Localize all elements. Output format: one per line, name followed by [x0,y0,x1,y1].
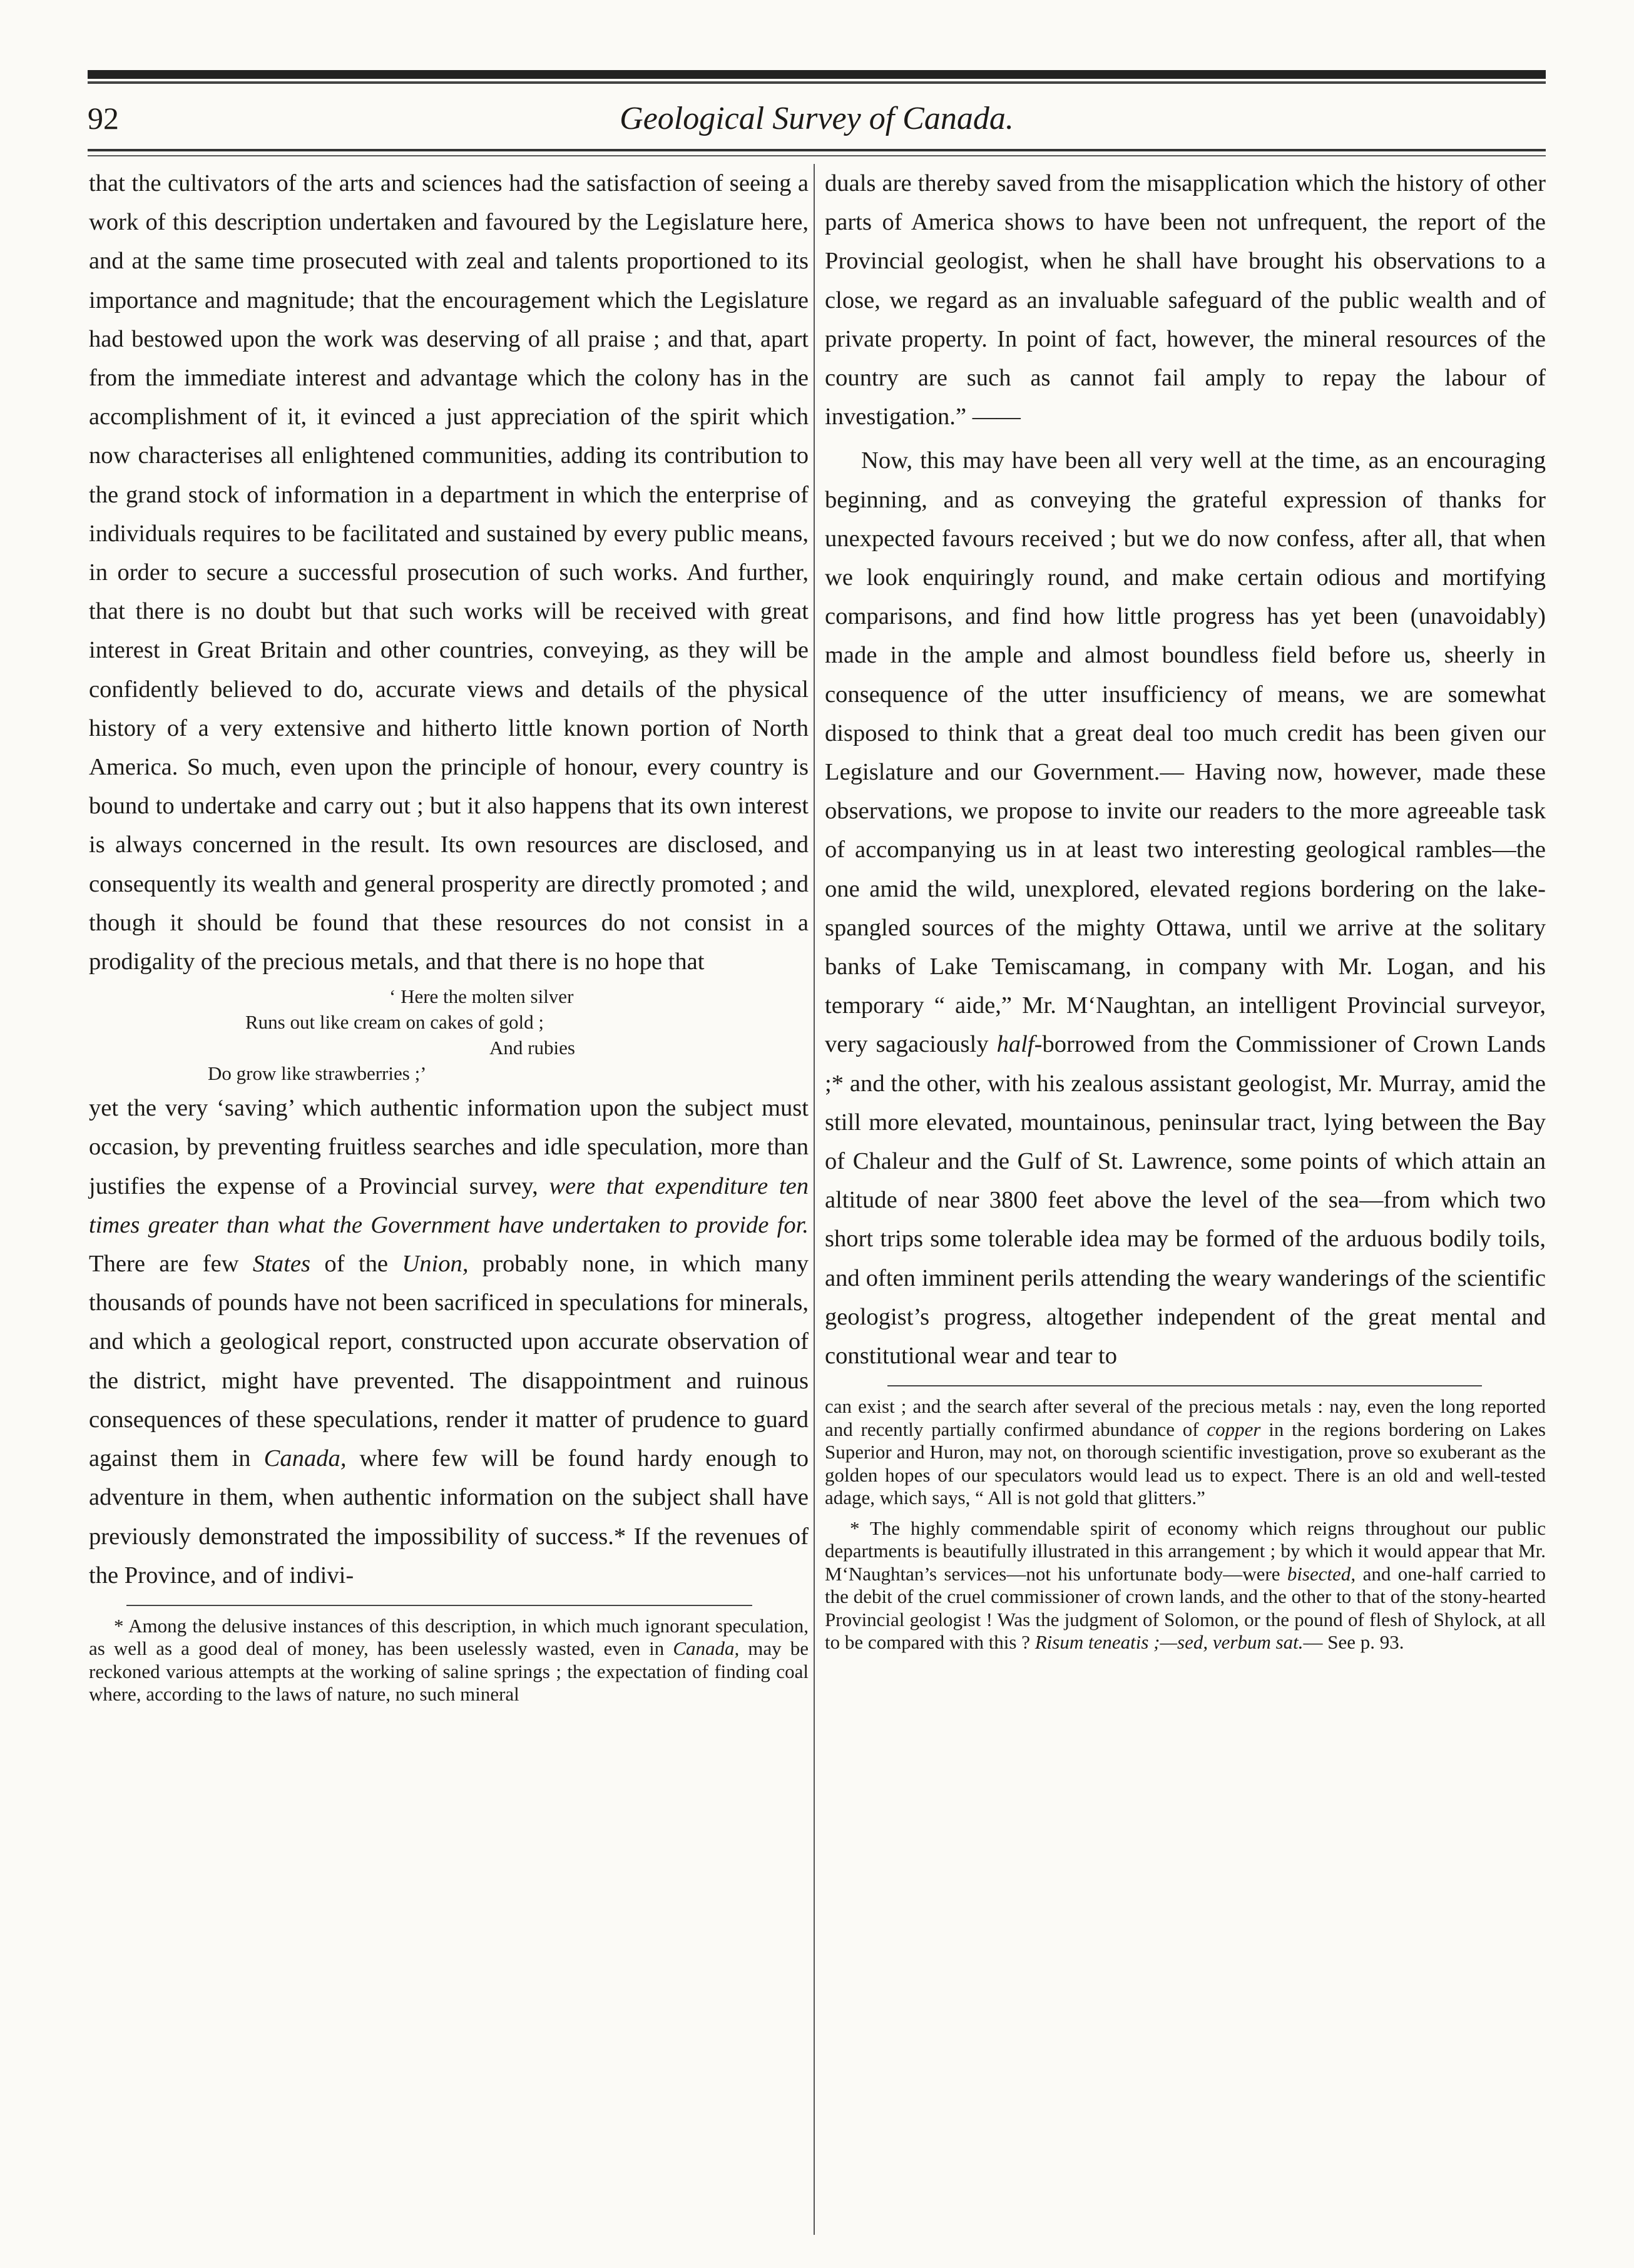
top-border-rule-thin [88,81,1546,84]
footnote: * The highly commendable spirit of economy which reigns throughout our public departments is beautifully illustrated in this arrangement ; by which it would appear that Mr. M‘Naughtan’s services—not his unfortunate body—were bisected, and one-half carried to the debit of the cruel commissioner of crown lands, and the other to that of the stony-hearted Provincial geologist ! Was the judgment of Solomon, or the pound of flesh of Shylock, at all to be compared with this ? Risum teneatis ;—sed, verbum sat.— See p. 93. [825,1517,1546,1654]
footnote-continued: can exist ; and the search after several of the precious metals : nay, even the long reported and recently partially confirmed abundance of copper in the regions bordering on Lakes Superior and Huron, may not, on thorough scientific investigation, prove so exuberant as the golden hopes of our speculators would lead us to expect. There is an old and well-tested adage, which says, “ All is not gold that glitters.” [825,1395,1546,1509]
page-header [88,94,1546,150]
footnote-rule [126,1605,752,1606]
left-paragraph-1: that the cultivators of the arts and sciences had the satisfaction of seeing a work of this description undertaken and favoured by the Legislature here, and at the same time prosecuted with zeal and talents proportioned to its importance and magnitude; that the encouragement which the Legislature had bestowed upon the work was deserving of all praise ; and that, apart from the immediate interest and advantage which the colony has in the accomplishment of it, it evinced a just appreciation of the spirit which now characterises all enlightened communities, adding its contribution to the grand stock of information in a department in which the enterprise of individuals requires to be facilitated and sustained by every public means, in order to secure a successful prosecution of such works. And further, that there is no doubt but that such works will be received with great interest in Great Britain and other countries, conveying, as they will be confidently believed to do, accurate views and details of the physical history of a very extensive and hitherto little known portion of North America. So much, even upon the principle of honour, every country is bound to undertake and carry out ; but it also happens that its own interest is always concerned in the result. Its own resources are disclosed, and consequently its wealth and general prosperity are directly promoted ; and though it should be found that these resources do not consist in a prodigality of the precious metals, and that there is no hope that [89,170,809,975]
right-paragraph-2: Now, this may have been all very well at the time, as an encouraging beginning, and as conveying the grateful expression of thanks for unexpected favours received ; but we do now confess, after all, that when we look enquiringly round, and make certain odious and mortifying comparisons, and find how little progress has yet been (unavoidably) made in the ample and almost boundless field before us, sheerly in consequence of the utter insufficiency of means, we are somewhat disposed to think that a great deal too much credit has been given our Legislature and our Government.— Having now, however, made these observations, we propose to invite our readers to the more agreeable task of accompanying us in at least two interesting geological rambles—the one amid the wild, unexplored, elevated regions bordering on the lake-spangled sources of the mighty Ottawa, until we arrive at the solitary banks of Lake Temiscamang, in company with Mr. Logan, and his temporary “ aide,” Mr. M‘Naughtan, an intelligent Provincial surveyor, very sagaciously half-borrowed from the Commissioner of Crown Lands ;* and the other, with his zealous assistant geologist, Mr. Murray, amid the still more elevated, mountainous, peninsular tract, lying between the Bay of Chaleur and the Gulf of St. Lawrence, some points of which attain an altitude of near 3800 feet above the level of the sea—from which two short trips some tolerable idea may be formed of the arduous bodily toils, and often imminent perils attending the weary wanderings of the scientific geologist’s progress, altogether independent of the great mental and constitutional wear and tear to [825,447,1546,1370]
left-column [89,164,809,1706]
header-rule-thin [88,155,1546,156]
left-paragraph-2: yet the very ‘saving’ which authentic information upon the subject must occasion, by preventing fruitless searches and idle speculation, more than justifies the expense of a Provincial survey, were that expenditure ten times greater than what the Government have undertaken to provide for. There are few States of the Union, probably none, in which many thousands of pounds have not been sacrificed in speculations for minerals, and which a geological report, constructed upon accurate observation of the district, might have prevented. The disappointment and ruinous consequences of these speculations, render it matter of prudence to guard against them in Canada, where few will be found hardy enough to adventure in them, when authentic information on the subject shall have previously demonstrated the impossibility of success.* If the revenues of the Province, and of indivi- [89,1095,809,1589]
right-column [825,164,1546,1654]
right-paragraph-1: duals are thereby saved from the misapplication which the history of other parts of America shows to have been not unfrequent, the report of the Provincial geologist, when he shall have brought his observations to a close, we regard as an invaluable safeguard of the public wealth and of private property. In point of fact, however, the mineral resources of the country are such as cannot fail amply to repay the labour of investigation.” —— [825,170,1546,430]
footnote-rule [887,1385,1482,1386]
poem-line: ‘ Here the molten silver [389,985,574,1008]
poem-line: Runs out like cream on cakes of gold ; [245,1011,544,1034]
emphasis: were that expenditure ten times greater than what the Government have undertaken to provide for. [89,1172,809,1238]
page-number: 92 [88,101,119,136]
footnote: * Among the delusive instances of this description, in which much ignorant speculation, as well as a good deal of money, has been uselessly wasted, even in Canada, may be reckoned various attempts at the working of saline springs ; the expectation of finding coal where, according to the laws of nature, no such mineral [89,1614,809,1706]
top-border-rule [88,70,1546,79]
poem-quotation [89,984,809,1086]
column-divider [814,164,815,2235]
header-rule [88,149,1546,151]
poem-line: Do grow like strawberries ;’ [208,1062,427,1085]
running-title: Geological Survey of Canada. [620,101,1014,136]
poem-line: And rubies [489,1037,575,1059]
